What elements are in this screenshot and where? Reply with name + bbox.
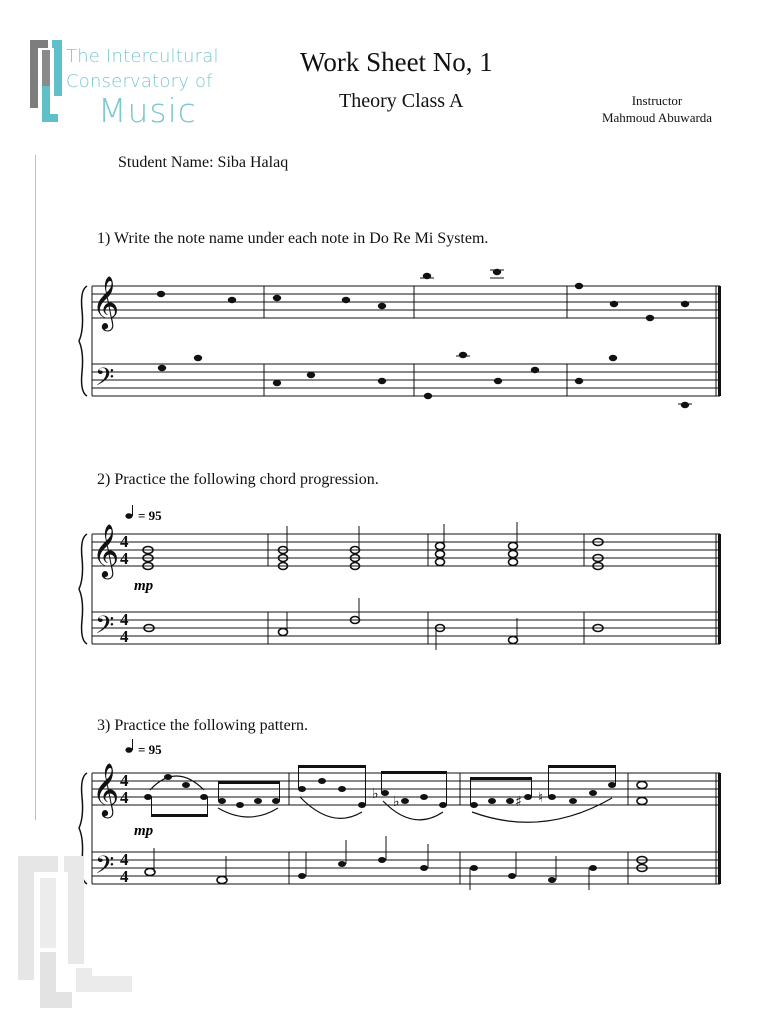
dynamic-marking: mp: [134, 578, 154, 594]
time-sig-treble-top-3: 4: [120, 771, 129, 790]
tempo-marking-3: = 95: [138, 742, 162, 757]
conservatory-logo-mark: [28, 38, 64, 124]
time-sig-bass-bottom-3: 4: [120, 867, 129, 886]
time-sig-bass-top: 4: [120, 610, 129, 629]
svg-text:𝄞: 𝄞: [92, 525, 120, 576]
time-sig-treble-top: 4: [120, 532, 129, 551]
student-name-label: Student Name:: [118, 154, 214, 171]
time-sig-treble-bottom: 4: [120, 549, 129, 568]
question-2: 2) Practice the following chord progression.: [97, 471, 379, 488]
instructor-name: Mahmoud Abuwarda: [601, 110, 713, 125]
dynamic-marking-3: mp: [134, 823, 154, 839]
margin-rule: [35, 155, 36, 820]
student-name-value: Siba Halaq: [217, 154, 289, 171]
svg-text:♭: ♭: [393, 794, 400, 810]
svg-text:𝄢: 𝄢: [95, 364, 115, 397]
svg-text:𝄞: 𝄞: [92, 277, 120, 328]
tempo-marking: = 95: [138, 508, 162, 523]
svg-text:♭: ♭: [372, 786, 379, 802]
svg-text:♮: ♮: [538, 790, 544, 806]
svg-text:♯: ♯: [515, 794, 522, 810]
svg-text:𝄢: 𝄢: [95, 852, 115, 885]
score-1: [0, 262, 768, 422]
instructor-label: Instructor: [631, 93, 683, 108]
student-name-line: [118, 154, 288, 172]
time-sig-bass-top-3: 4: [120, 850, 129, 869]
page-subtitle: Theory Class A: [339, 90, 464, 112]
question-1: 1) Write the note name under each note in Do Re Mi System.: [97, 230, 489, 247]
page-title: Work Sheet No, 1: [300, 47, 493, 77]
logo-text-line2: Conservatory of: [66, 71, 213, 92]
svg-text:𝄞: 𝄞: [92, 764, 120, 815]
question-3: 3) Practice the following pattern.: [97, 717, 309, 734]
logo-text-line1: The Intercultural: [66, 46, 219, 67]
time-sig-bass-bottom: 4: [120, 627, 129, 646]
watermark-logo-mark: [14, 852, 136, 1012]
time-sig-treble-bottom-3: 4: [120, 788, 129, 807]
svg-text:𝄢: 𝄢: [95, 612, 115, 645]
logo-text-line3: Music: [98, 91, 197, 130]
score-2: [0, 505, 768, 650]
